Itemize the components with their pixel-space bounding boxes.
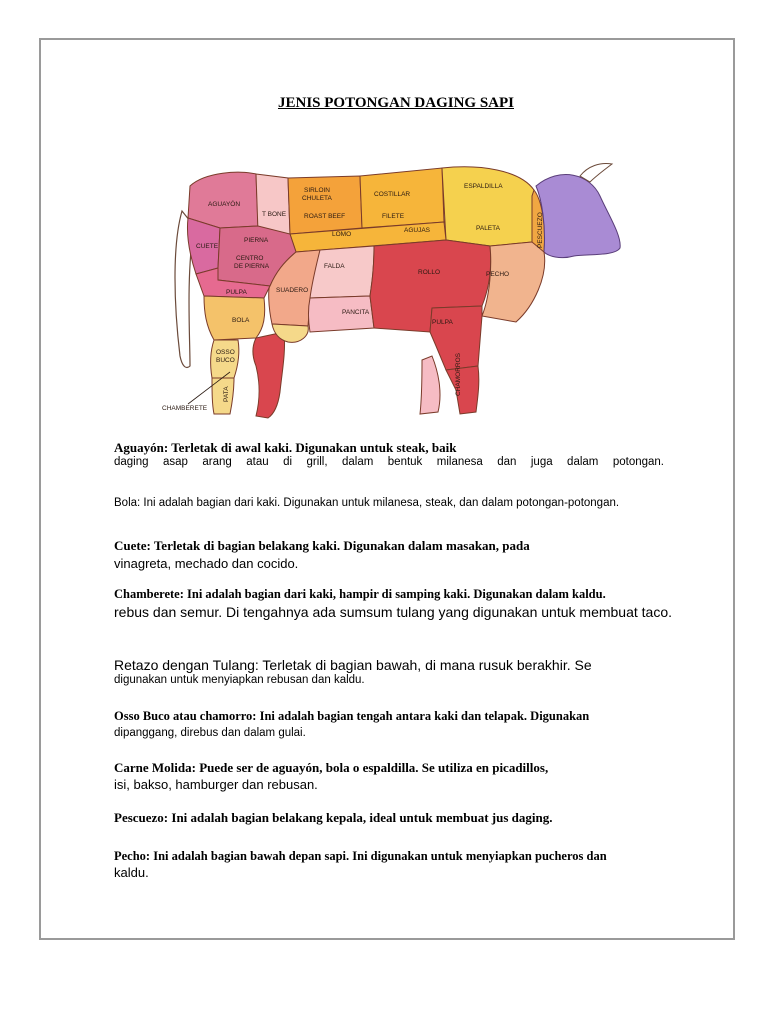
cut-head [536,175,620,258]
label-osso: OSSO [216,349,235,356]
text-line: Aguayón: Terletak di awal kaki. Digunakan untuk steak, baik [114,440,457,455]
cut-front-foot [420,356,440,414]
text-line: Carne Molida: Puede ser de aguayón, bola o espaldilla. Se utiliza en picadillos, [114,760,549,775]
text-line: Pescuezo: Ini adalah bagian belakang kepala, ideal untuk membuat jus daging. [114,810,553,825]
label-aguayon: AGUAYÓN [208,201,241,208]
text-line: Cuete: Terletak di bagian belakang kaki. Digunakan dalam masakan, pada [114,538,530,553]
label-pulpa-front: PULPA [432,319,453,326]
paragraph-chamberete [114,587,726,620]
label-roastbeef: ROAST BEEF [304,213,346,220]
label-cuete: CUETE [196,243,219,250]
text-line: Bola: Ini adalah bagian dari kaki. Digunakan untuk milanesa, steak, dan dalam potongan-potongan. [114,497,620,509]
text-line: digunakan untuk menyiapkan rebusan dan kaldu. [114,674,365,686]
label-suadero: SUADERO [276,287,309,294]
label-agujas: AGUJAS [404,227,431,234]
text-line: Chamberete: Ini adalah bagian dari kaki, hampir di samping kaki. Digunakan dalam kaldu. [114,587,606,601]
label-pancita: PANCITA [342,309,370,316]
label-pescuezo: PESCUEZO [537,212,544,248]
text-line: isi, bakso, hamburger dan rebusan. [114,777,318,792]
label-centro-2: DE PIERNA [234,263,270,270]
cut-chamorros [446,366,479,414]
cut-pecho [482,242,545,322]
text-line: kaldu. [114,865,149,880]
label-pulpa: PULPA [226,289,247,296]
label-lomo: LOMO [332,231,352,238]
paragraph-retazo [114,657,726,686]
text-line: vinagreta, mechado dan cocido. [114,556,299,571]
label-espaldilla: ESPALDILLA [464,183,503,190]
label-tbone: T BONE [262,211,287,218]
paragraph-cuete [114,538,726,571]
paragraph-pecho [114,849,726,880]
text-line: daging asap arang atau di grill, dalam bentuk milanesa dan juga dalam potongan. [114,456,664,468]
cut-rear-leg [253,332,285,418]
page-title: JENIS POTONGAN DAGING SAPI [277,95,514,111]
paragraph-aguayon [114,440,726,468]
horn-shape [580,164,612,183]
paragraph-pescuezo [114,810,726,826]
label-pierna: PIERNA [244,237,269,244]
label-chamberete: CHAMBERETE [162,405,208,412]
text-line: Pecho: Ini adalah bagian bawah depan sapi. Ini digunakan untuk menyiapkan pucheros dan [114,849,607,863]
beef-cuts-diagram [160,156,630,424]
label-sirloin: SIRLOIN [304,187,331,194]
label-centro-1: CENTRO [236,255,264,262]
label-chuleta: CHULETA [302,195,332,202]
label-pecho: PECHO [486,271,510,278]
label-chamorros: CHAMORROS [455,353,462,396]
label-costillar: COSTILLAR [374,191,411,198]
text-line: dipanggang, direbus dan dalam gulai. [114,727,306,739]
cut-tbone [256,174,290,234]
label-pata: PATA [223,386,230,402]
cut-sirloin [288,176,362,234]
label-paleta: PALETA [476,225,500,232]
text-line: Retazo dengan Tulang: Terletak di bagian bawah, di mana rusuk berakhir. Se [114,657,592,673]
label-rollo: ROLLO [418,269,441,276]
paragraph-bola [114,497,726,509]
label-falda: FALDA [324,263,345,270]
label-filete: FILETE [382,213,405,220]
text-line: Osso Buco atau chamorro: Ini adalah bagian tengah antara kaki dan telapak. Digunakan [114,709,590,723]
paragraph-osso-buco [114,709,726,739]
label-bola: BOLA [232,317,250,324]
paragraph-carne-molida [114,760,726,792]
text-line: rebus dan semur. Di tengahnya ada sumsum tulang yang digunakan untuk membuat taco. [114,604,673,620]
cut-espaldilla [442,167,534,246]
cut-falda [310,246,374,298]
label-buco: BUCO [216,357,235,364]
